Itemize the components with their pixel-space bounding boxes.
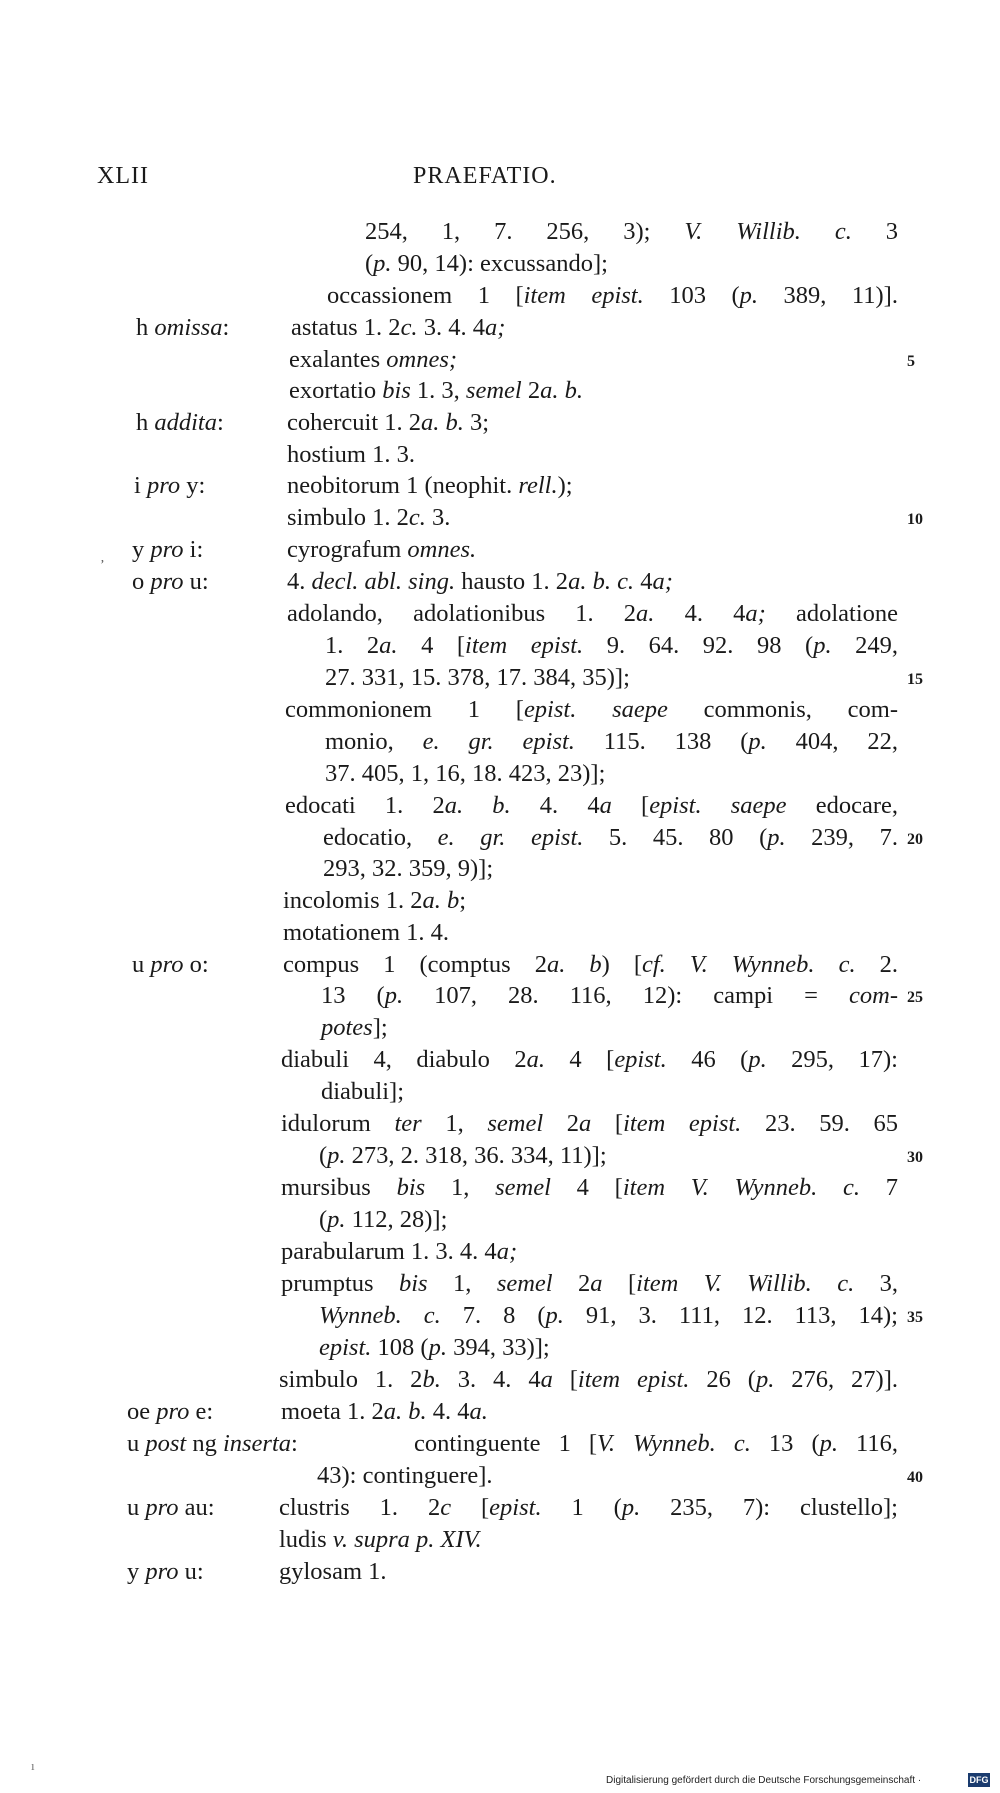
entry-text: clustris 1. 2c [epist. 1 (p. 235, 7): clustello]; [279, 1494, 898, 1521]
entry-text: incolomis 1. 2a. b; [283, 887, 467, 914]
index-line [0, 312, 1000, 344]
index-line [0, 790, 1000, 822]
entry-text: motationem 1. 4. [283, 919, 450, 946]
index-line [0, 822, 1000, 854]
entry-text: epist. 108 (p. 394, 33)]; [319, 1334, 550, 1361]
entry-text: 293, 32. 359, 9)]; [323, 855, 494, 882]
entry-category-label: u pro au: [127, 1494, 215, 1521]
index-line [0, 917, 1000, 949]
index-line [0, 630, 1000, 662]
index-line [0, 1556, 1000, 1588]
entry-text: continguente 1 [V. Wynneb. c. 13 (p. 116, [414, 1430, 898, 1457]
entry-category-label: y pro i: [132, 536, 204, 563]
index-line [0, 1492, 1000, 1524]
entry-category-label: oe pro e: [127, 1398, 214, 1425]
entry-text: (p. 273, 2. 318, 36. 334, 11)]; [319, 1142, 607, 1169]
index-line [0, 1460, 1000, 1492]
entry-text: diabuli 4, diabulo 2a. 4 [epist. 46 (p. 295, 17): [281, 1046, 898, 1073]
margin-line-number: 20 [907, 831, 923, 848]
margin-tick-mark: ʼ [100, 558, 105, 573]
running-title: PRAEFATIO. [413, 163, 557, 189]
index-line [0, 1300, 1000, 1332]
entry-category-label: h addita: [136, 409, 224, 436]
entry-category-label: i pro y: [134, 472, 206, 499]
index-line [0, 980, 1000, 1012]
entry-text: simbulo 1. 2c. 3. [287, 504, 451, 531]
index-line [0, 1108, 1000, 1140]
index-line [0, 502, 1000, 534]
entry-text: Wynneb. c. 7. 8 (p. 91, 3. 111, 12. 113, 14); [319, 1302, 898, 1329]
index-line [0, 375, 1000, 407]
entry-text: simbulo 1. 2b. 3. 4. 4a [item epist. 26 (p. 276, 27)]. [279, 1366, 898, 1393]
index-line [0, 1332, 1000, 1364]
entry-text: prumptus bis 1, semel 2a [item V. Willib. c. 3, [281, 1270, 899, 1297]
margin-line-number: 10 [907, 511, 923, 528]
margin-line-number: 5 [907, 353, 915, 370]
entry-text: commonionem 1 [epist. saepe commonis, com- [285, 696, 899, 723]
entry-category-label: y pro u: [127, 1558, 204, 1585]
entry-text: adolando, adolationibus 1. 2a. 4. 4a; adolatione [287, 600, 898, 627]
entry-text: occassionem 1 [item epist. 103 (p. 389, 11)]. [327, 282, 898, 309]
index-line [0, 216, 1000, 248]
index-line [0, 1236, 1000, 1268]
entry-text: exortatio bis 1. 3, semel 2a. b. [289, 377, 583, 404]
entry-text: 4. decl. abl. sing. hausto 1. 2a. b. c. 4a; [287, 568, 673, 595]
entry-text: edocati 1. 2a. b. 4. 4a [epist. saepe edocare, [285, 792, 898, 819]
index-line [0, 280, 1000, 312]
entry-text: 254, 1, 7. 256, 3); V. Willib. c. 3 [365, 218, 899, 245]
digitization-credit: Digitalisierung gefördert durch die Deutsche Forschungsgemeinschaft · [606, 1775, 922, 1786]
entry-text: astatus 1. 2c. 3. 4. 4a; [291, 314, 506, 341]
entry-text: parabularum 1. 3. 4. 4a; [281, 1238, 518, 1265]
entry-text: 1. 2a. 4 [item epist. 9. 64. 92. 98 (p. 249, [325, 632, 898, 659]
entry-text: (p. 90, 14): excussando]; [365, 250, 608, 277]
index-line [0, 534, 1000, 566]
entry-text: cyrografum omnes. [287, 536, 477, 563]
entry-text: cohercuit 1. 2a. b. 3; [287, 409, 490, 436]
index-line [0, 1396, 1000, 1428]
index-line [0, 407, 1000, 439]
entry-text: 37. 405, 1, 16, 18. 423, 23)]; [325, 760, 606, 787]
index-line [0, 949, 1000, 981]
index-line [0, 885, 1000, 917]
entry-text: gylosam 1. [279, 1558, 387, 1585]
index-line [0, 439, 1000, 471]
entry-category-label: h omissa: [136, 314, 230, 341]
entry-text: compus 1 (comptus 2a. b) [cf. V. Wynneb. c. 2. [283, 951, 898, 978]
index-line [0, 1364, 1000, 1396]
index-line [0, 1204, 1000, 1236]
entry-category-label: o pro u: [132, 568, 209, 595]
index-line [0, 1076, 1000, 1108]
index-line [0, 726, 1000, 758]
entry-text: exalantes omnes; [289, 346, 458, 373]
index-line [0, 694, 1000, 726]
entry-text: edocatio, e. gr. epist. 5. 45. 80 (p. 239, 7. [323, 824, 898, 851]
entry-text: monio, e. gr. epist. 115. 138 (p. 404, 22, [325, 728, 899, 755]
index-line [0, 1268, 1000, 1300]
index-line [0, 344, 1000, 376]
margin-line-number: 40 [907, 1469, 923, 1486]
page-number: XLII [97, 163, 149, 189]
entry-text: ludis v. supra p. XIV. [279, 1526, 482, 1553]
index-line [0, 662, 1000, 694]
entry-text: idulorum ter 1, semel 2a [item epist. 23. 59. 65 [281, 1110, 898, 1137]
index-line [0, 1012, 1000, 1044]
entry-text: hostium 1. 3. [287, 441, 415, 468]
index-line [0, 1428, 1000, 1460]
index-line [0, 758, 1000, 790]
index-line [0, 1140, 1000, 1172]
margin-line-number: 35 [907, 1309, 923, 1326]
entry-text: 13 (p. 107, 28. 116, 12): campi = com- [321, 982, 898, 1009]
entry-text: 27. 331, 15. 378, 17. 384, 35)]; [325, 664, 630, 691]
index-line [0, 1524, 1000, 1556]
index-line [0, 598, 1000, 630]
index-line [0, 248, 1000, 280]
entry-text: 43): continguere]. [317, 1462, 493, 1489]
index-line [0, 470, 1000, 502]
index-line [0, 1172, 1000, 1204]
index-line [0, 1044, 1000, 1076]
entry-text: mursibus bis 1, semel 4 [item V. Wynneb. c. 7 [281, 1174, 899, 1201]
dfg-logo: DFG [969, 1775, 989, 1785]
entry-text: (p. 112, 28)]; [319, 1206, 448, 1233]
entry-text: moeta 1. 2a. b. 4. 4a. [281, 1398, 488, 1425]
margin-line-number: 30 [907, 1149, 923, 1166]
entry-category-label: u post ng inserta: [127, 1430, 298, 1457]
entry-text: potes]; [321, 1014, 388, 1041]
index-line [0, 566, 1000, 598]
entry-text: neobitorum 1 (neophit. rell.); [287, 472, 573, 499]
entry-text: diabuli]; [321, 1078, 405, 1105]
margin-line-number: 25 [907, 989, 923, 1006]
corner-mark: ı [31, 1758, 35, 1773]
index-line [0, 853, 1000, 885]
entry-category-label: u pro o: [132, 951, 209, 978]
margin-line-number: 15 [907, 671, 923, 688]
